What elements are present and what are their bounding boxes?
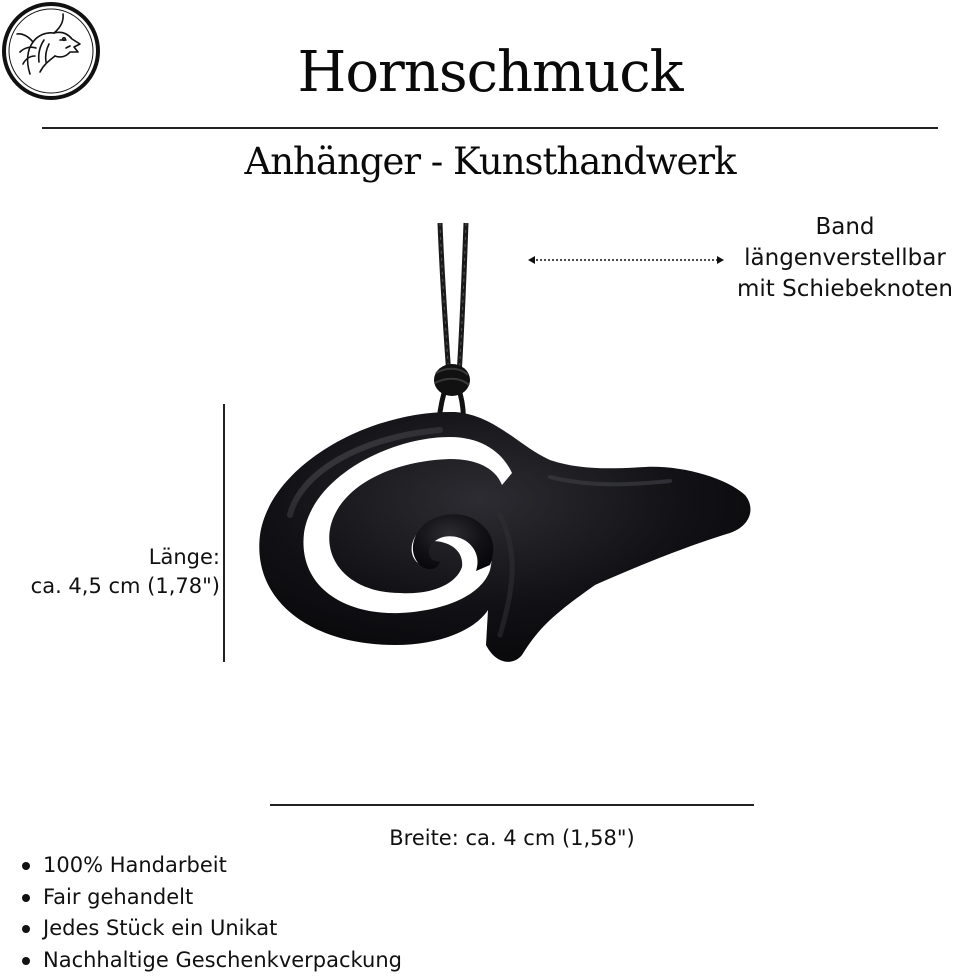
band-note-line-3: mit Schiebeknoten [737, 276, 953, 302]
length-label: Länge: [148, 545, 220, 569]
bullet-icon [22, 925, 30, 933]
feature-item [20, 945, 402, 977]
feature-item [20, 913, 402, 945]
feature-item [20, 850, 402, 882]
feature-text: Nachhaltige Geschenkverpackung [43, 947, 403, 972]
band-note-line-2: längenverstellbar [744, 245, 946, 271]
feature-text: Fair gehandelt [43, 884, 194, 909]
feature-text: 100% Handarbeit [43, 853, 227, 877]
feature-list [20, 850, 402, 976]
feature-item [20, 882, 402, 914]
brand-title: Hornschmuck [297, 40, 683, 105]
bullet-icon [22, 957, 30, 965]
band-note-line-1: Band [815, 214, 875, 240]
width-dimension-line [270, 804, 754, 806]
bullet-icon [22, 862, 30, 870]
bullet-icon [22, 894, 30, 902]
width-note: Breite: ca. 4 cm (1,58") [389, 826, 635, 850]
length-value: ca. 4,5 cm (1,78") [30, 574, 220, 598]
page-subtitle: Anhänger - Kunsthandwerk [244, 140, 736, 183]
horn-pendant-image [250, 215, 770, 685]
feature-text: Jedes Stück ein Unikat [43, 916, 278, 940]
length-note [0, 543, 220, 601]
length-dimension-line [223, 404, 225, 662]
title-divider [42, 127, 938, 129]
